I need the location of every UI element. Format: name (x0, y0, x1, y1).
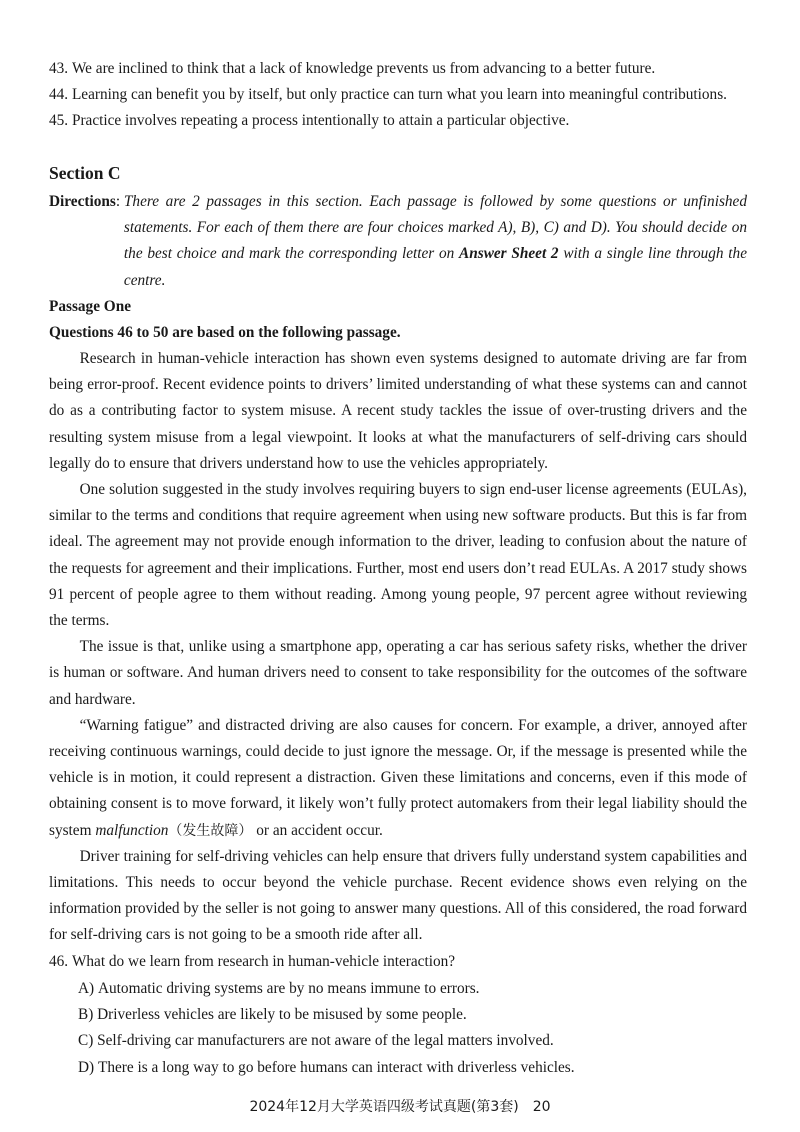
question-46 (49, 949, 747, 975)
directions-text (124, 189, 747, 294)
option-letter: D) (78, 1058, 95, 1076)
question-44 (49, 82, 747, 108)
question-text: What do we learn from research in human-vehicle interaction? (71, 952, 456, 970)
directions-text-part: There are 2 passages in this section. Each passage is followed by some questions or unfinished statements. For each of them there are four choices marked A), B), C) and D). You should decide on the best choice and mark the corresponding letter on (123, 193, 747, 263)
passage-subtitle: Questions 46 to 50 are based on the following passage. (49, 324, 401, 341)
question-text: Learning can benefit you by itself, but only practice can turn what you learn into meaningful contributions. (71, 86, 727, 104)
directions-label: Directions (49, 193, 116, 210)
page-footer: 2024年12月大学英语四级考试真题(第3套) 20 (249, 1099, 551, 1115)
option-b (78, 1002, 747, 1028)
option-letter: A) (78, 980, 95, 997)
paragraph-2: One solution suggested in the study involves requiring buyers to sign end-user license agreements (EULAs), similar to the terms and conditions that require agreement when using new software products. But this is far from ideal. The agreement may not provide enough information to the driver, leading to confusion about the nature of the requests for agreement and their implications. Further, most end users don’t read EULAs. A 2017 study shows 91 percent of people agree to them without reading. Among young people, 97 percent agree without reviewing the terms. (49, 481, 747, 630)
paragraph-4-text-end: or an accident occur. (252, 821, 383, 839)
passage-body (49, 346, 747, 975)
paragraph-4 (49, 713, 747, 844)
directions-colon: : (115, 193, 121, 210)
question-text: We are inclined to think that a lack of knowledge prevents us from advancing to a better future. (71, 60, 656, 77)
option-text: Driverless vehicles are likely to be misused by some people. (97, 1006, 467, 1024)
passage-title: Passage One (49, 298, 132, 315)
option-d (78, 1055, 747, 1081)
question-number: 46. (49, 952, 69, 970)
question-text: Practice involves repeating a process intentionally to attain a particular objective. (71, 112, 570, 130)
paragraph-3: The issue is that, unlike using a smartphone app, operating a car has serious safety risks, whether the driver is human or software. And human drivers need to consent to take responsibility for the outcomes of the software and hardware. (49, 638, 747, 708)
option-text: Self-driving car manufacturers are not aware of the legal matters involved. (97, 1032, 554, 1050)
option-letter: C) (78, 1032, 94, 1050)
option-letter: B) (78, 1006, 94, 1024)
paragraph-5: Driver training for self-driving vehicles can help ensure that drivers fully understand system capabilities and limitations. This needs to occur beyond the vehicle purchase. Recent evidence shows even relying on the information provided by the seller is not going to answer many questions. All of this considered, the road forward for self-driving cars is not going to be a smooth ride after all. (49, 847, 747, 944)
option-c (78, 1028, 747, 1054)
answer-sheet-label: Answer Sheet 2 (459, 245, 559, 263)
question-number: 45. (49, 112, 69, 130)
paragraph-4-text: “Warning fatigue” and distracted driving are also causes for concern. For example, a driver, annoyed after receiving continuous warnings, could decide to just ignore the message. Or, if the message is presented while the vehicle is in motion, it could represent a distraction. Given these limitations and concerns, even if this mode of obtaining consent is to move forward, it likely won’t fully protect automakers from their legal liability should the system (49, 716, 747, 839)
question-number: 44. (49, 86, 69, 104)
question-45 (49, 108, 747, 134)
question-number: 43. (49, 60, 69, 77)
answer-options (78, 976, 747, 1081)
questions-top (49, 56, 747, 135)
malfunction-term: malfunction (95, 821, 169, 839)
paragraph-1: Research in human-vehicle interaction has shown even systems designed to automate driving are far from being error-proof. Recent evidence points to drivers’ limited understanding of what these systems can and cannot do as a contributing factor to system misuse. A recent study tackles the issue of over-trusting drivers and the resulting system misuse from a legal viewpoint. It looks at what the manufacturers of self-driving cars should legally do to ensure that drivers understand how to use the vehicles appropriately. (49, 350, 747, 472)
chinese-gloss: （发生故障） (168, 822, 253, 839)
option-text: Automatic driving systems are by no means immune to errors. (97, 980, 480, 997)
section-title: Section C (49, 163, 121, 183)
question-43 (49, 56, 747, 82)
option-text: There is a long way to go before humans can interact with driverless vehicles. (97, 1058, 575, 1076)
directions (49, 189, 747, 294)
option-a (78, 976, 747, 1002)
directions-text-part: with a single line through the centre. (123, 245, 747, 289)
